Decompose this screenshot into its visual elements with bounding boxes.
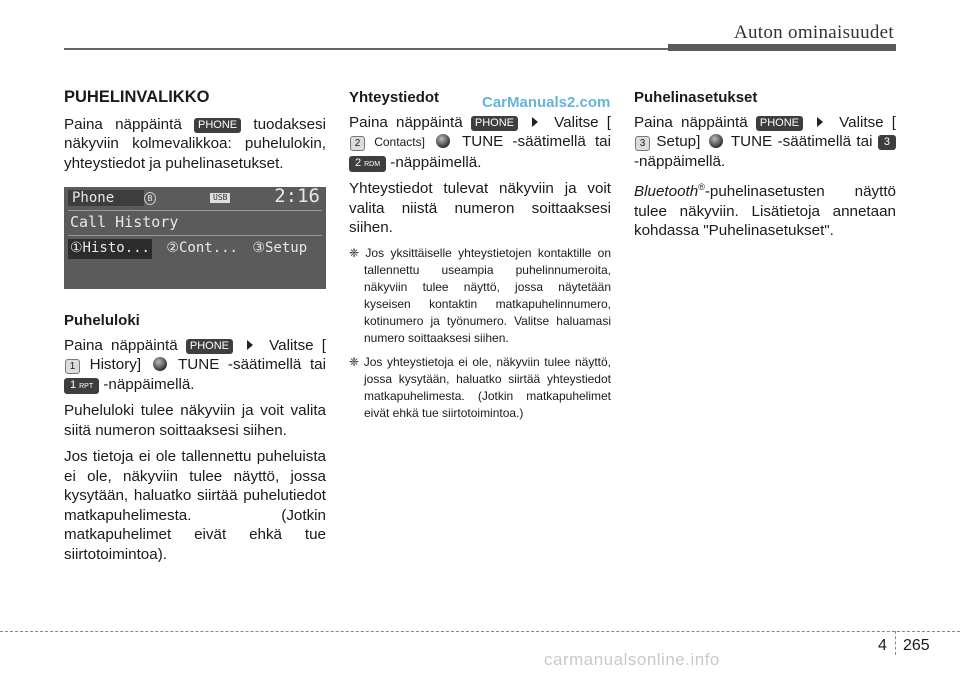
bluetooth-word: Bluetooth [634, 183, 699, 201]
text: -puhelinasetusten näyttö tulee näkyviin. Lisätietoja annetaan kohdassa "Puhelinasetukset". [634, 183, 896, 240]
footer-separator [895, 631, 896, 655]
tune-knob-icon [709, 134, 723, 148]
text: Paina näppäintä [64, 115, 195, 133]
badge-number: 1 [70, 378, 77, 391]
text: TUNE -säätimellä tai [453, 133, 612, 150]
paragraph: Yhteystiedot tulevat näkyviin ja voit valita niistä numeron soittaaksesi siihen. [349, 180, 611, 236]
text: Paina näppäintä [64, 336, 186, 354]
arrow-right-icon [817, 117, 823, 127]
note: ❈ Jos yksittäiselle yhteystietojen kontaktille on tallennettu useampia puhelinnumeroita, näkyviin tulee näyttö, jossa näytetään kyseisen kontaktin matkapuhelinnumero, kotinumero ja työnumero. Valitse haluamasi numero soittaaksesi siihen. [349, 245, 611, 345]
intro-paragraph [64, 115, 326, 174]
key-2-icon: 2 [350, 136, 365, 151]
text: Valitse [ [546, 113, 611, 131]
running-header: Auton ominaisuudet [733, 22, 894, 43]
registered-mark: ® [698, 182, 705, 192]
column-1 [64, 88, 326, 571]
badge-number: 2 [355, 156, 362, 169]
screen-menu-setup: ③Setup [252, 240, 308, 256]
arrow-right-icon [532, 117, 538, 127]
usb-icon: USB [210, 193, 230, 203]
text: Contacts] [366, 135, 434, 149]
call-log-instructions [64, 336, 326, 395]
text: tuodaksesi näkyviin kolmevalikkoa: puhelulokin, yhteystiedot ja puhelinasetukset. [64, 115, 326, 172]
watermark-bottom: carmanualsonline.info [544, 650, 720, 669]
arrow-right-icon [247, 340, 253, 350]
text: TUNE -säätimellä tai [169, 356, 326, 373]
header-rule [64, 48, 668, 50]
key-1-icon: 1 [65, 359, 80, 374]
screen-clock: 2:16 [274, 187, 320, 207]
text: -näppäimellä. [634, 152, 726, 170]
bluetooth-icon: B [144, 192, 156, 205]
column-2 [349, 88, 611, 429]
chapter-number: 4 [878, 637, 887, 654]
section-title: PUHELINVALIKKO [64, 88, 210, 106]
page-number: 265 [903, 637, 930, 654]
tune-knob-icon [153, 357, 167, 371]
phone-button-badge: PHONE [194, 118, 241, 133]
text: Valitse [ [261, 336, 326, 354]
badge-label: RPT [79, 382, 94, 390]
phone-screen-image [64, 187, 326, 289]
phone-button-badge: PHONE [186, 339, 233, 354]
footer-rule [0, 631, 960, 632]
header-bar [668, 44, 896, 51]
paragraph: Jos tietoja ei ole tallennettu puheluista ei ole, näkyviin tulee näyttö, jossa kysytään, haluatko siirtää puhelutiedot matkapuhelimesta. (Jotkin matkapuhelimet eivät ehkä tue siirtotoimintoa). [64, 448, 326, 563]
contacts-instructions [349, 113, 611, 173]
subheading-phone-settings: Puhelinasetukset [634, 89, 758, 106]
button-3-badge: 3 [878, 135, 896, 150]
phone-button-badge: PHONE [471, 116, 518, 131]
text: Paina näppäintä [349, 113, 471, 131]
rpt-button-badge [64, 378, 99, 394]
note: ❈ Jos yhteystietoja ei ole, näkyviin tulee näyttö, jossa kysytään, haluatko siirtää yhteystiedot matkapuhelimesta. (Jotkin matkapuhelimet eivät ehkä tue siirtotoimintoa.) [349, 354, 611, 420]
screen-menu-contacts: ②Cont... [166, 240, 238, 256]
key-3-icon: 3 [635, 136, 650, 151]
text: History] [81, 356, 150, 373]
badge-label: RDM [364, 160, 381, 168]
text: TUNE -säätimellä tai [725, 133, 878, 150]
tune-knob-icon [436, 134, 450, 148]
screen-call-history: Call History [68, 210, 322, 236]
screen-menu-history: ①Histo... [68, 239, 152, 259]
text: -näppäimellä. [99, 375, 195, 393]
paragraph: Puheluloki tulee näkyviin ja voit valita siitä numeron soittaaksesi siihen. [64, 402, 326, 439]
text: -näppäimellä. [386, 153, 482, 171]
watermark: CarManuals2.com [482, 94, 611, 111]
subheading-contacts: Yhteystiedot [349, 89, 440, 106]
screen-menu [68, 239, 322, 259]
screen-phone-tab: Phone [68, 190, 144, 206]
text: Paina näppäintä [634, 113, 756, 131]
settings-paragraph [634, 178, 896, 241]
rdm-button-badge [349, 156, 386, 172]
column-3 [634, 88, 896, 248]
text: Setup] [651, 133, 706, 150]
text: Valitse [ [831, 113, 896, 131]
phone-button-badge: PHONE [756, 116, 803, 131]
settings-instructions [634, 113, 896, 172]
subheading-call-log: Puheluloki [64, 312, 140, 329]
